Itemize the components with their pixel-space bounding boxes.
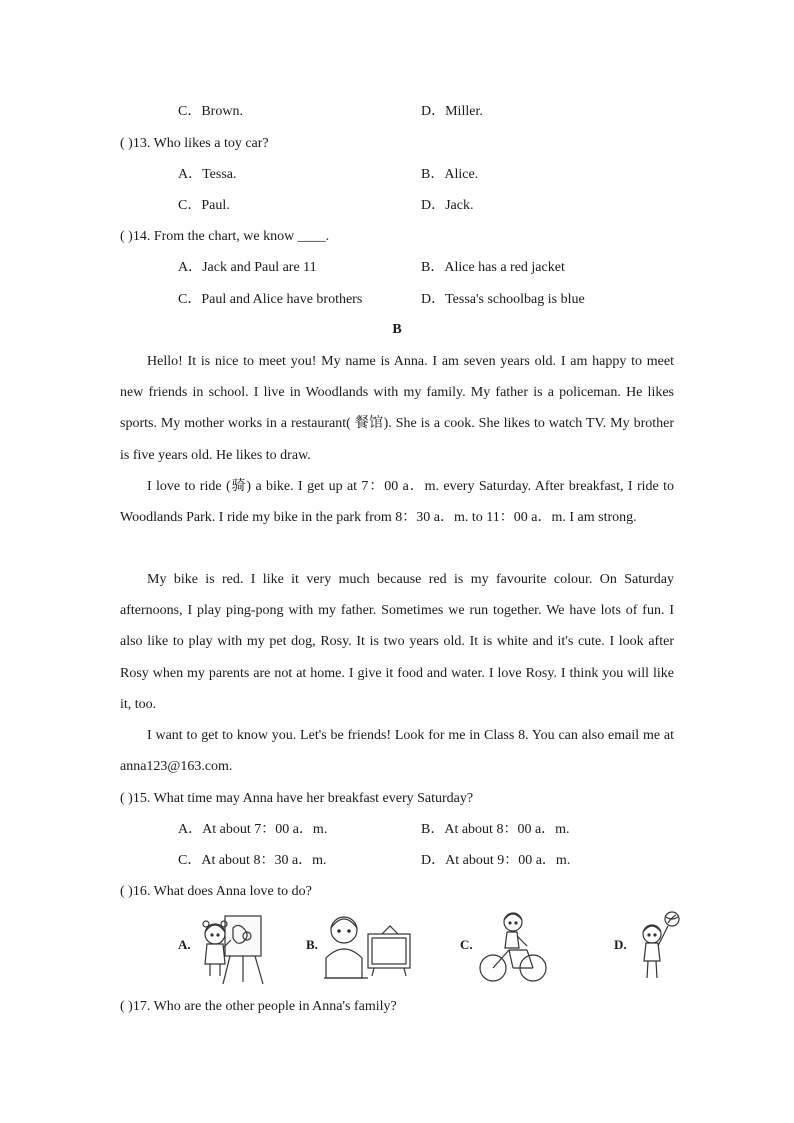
picture-label-d: D. (614, 937, 627, 952)
riding-bike-girl-icon (477, 910, 549, 986)
question-14: ( )14. From the chart, we know ____. (120, 229, 330, 244)
question-16: ( )16. What does Anna love to do? (120, 884, 312, 899)
drawing-girl-icon (195, 910, 270, 986)
option-b-q15: B．At about 8：00 a．m. (421, 822, 570, 837)
option-b-q14: B．Alice has a red jacket (421, 260, 565, 275)
section-heading-b: B (392, 322, 402, 337)
option-d-q14: D．Tessa's schoolbag is blue (421, 292, 585, 307)
paragraph-text: I love to ride (骑) a bike. I get up at 7：00 a．m. every Saturday. After breakfast, I ride to Woodlands Park. I ride my bike in the park from 8：30 a．m. to 11：00 a．m. I am strong. (120, 479, 674, 526)
passage-paragraph-4 (120, 720, 674, 782)
playing-ball-girl-icon (634, 910, 682, 986)
question-13: ( )13. Who likes a toy car? (120, 136, 269, 151)
picture-label-a: A. (178, 937, 191, 952)
paragraph-text: Hello! It is nice to meet you! My name is Anna. I am seven years old. I am happy to meet new friends in school. I live in Woodlands with my family. My father is a policeman. He likes sports. My mother works in a restaurant( 餐馆). She is a cook. She likes to watch TV. My brother is five years old. He likes to draw. (120, 354, 674, 463)
option-a-q15: A．At about 7：00 a．m. (178, 822, 328, 837)
passage-paragraph-3 (120, 564, 674, 720)
option-c-q13: C．Paul. (178, 198, 230, 213)
paragraph-text: My bike is red. I like it very much because red is my favourite colour. On Saturday afternoons, I play ping-pong with my father. Sometimes we run together. We have lots of fun. I also like to play with my pet dog, Rosy. It is two years old. It is white and it's cute. I look after Rosy when my parents are not at home. I give it food and water. I love Rosy. I think you will like it, too. (120, 572, 674, 712)
option-c-q14: C．Paul and Alice have brothers (178, 292, 363, 307)
question-17: ( )17. Who are the other people in Anna's family? (120, 999, 397, 1014)
picture-label-b: B. (306, 937, 318, 952)
picture-label-c: C. (460, 937, 473, 952)
option-d-q12: D．Miller. (421, 104, 483, 119)
option-c-q12: C．Brown. (178, 104, 243, 119)
watching-tv-girl-icon (322, 910, 414, 986)
passage-paragraph-1 (120, 346, 674, 471)
option-d-q13: D．Jack. (421, 198, 474, 213)
question-15: ( )15. What time may Anna have her breakfast every Saturday? (120, 791, 474, 806)
option-a-q13: A．Tessa. (178, 167, 237, 182)
option-a-q14: A．Jack and Paul are 11 (178, 260, 317, 275)
option-b-q13: B．Alice. (421, 167, 479, 182)
paragraph-text: I want to get to know you. Let's be friends! Look for me in Class 8. You can also email me at anna123@163.com. (120, 728, 674, 775)
passage-paragraph-2 (120, 471, 674, 533)
option-c-q15: C．At about 8：30 a．m. (178, 853, 327, 868)
option-d-q15: D．At about 9：00 a．m. (421, 853, 571, 868)
